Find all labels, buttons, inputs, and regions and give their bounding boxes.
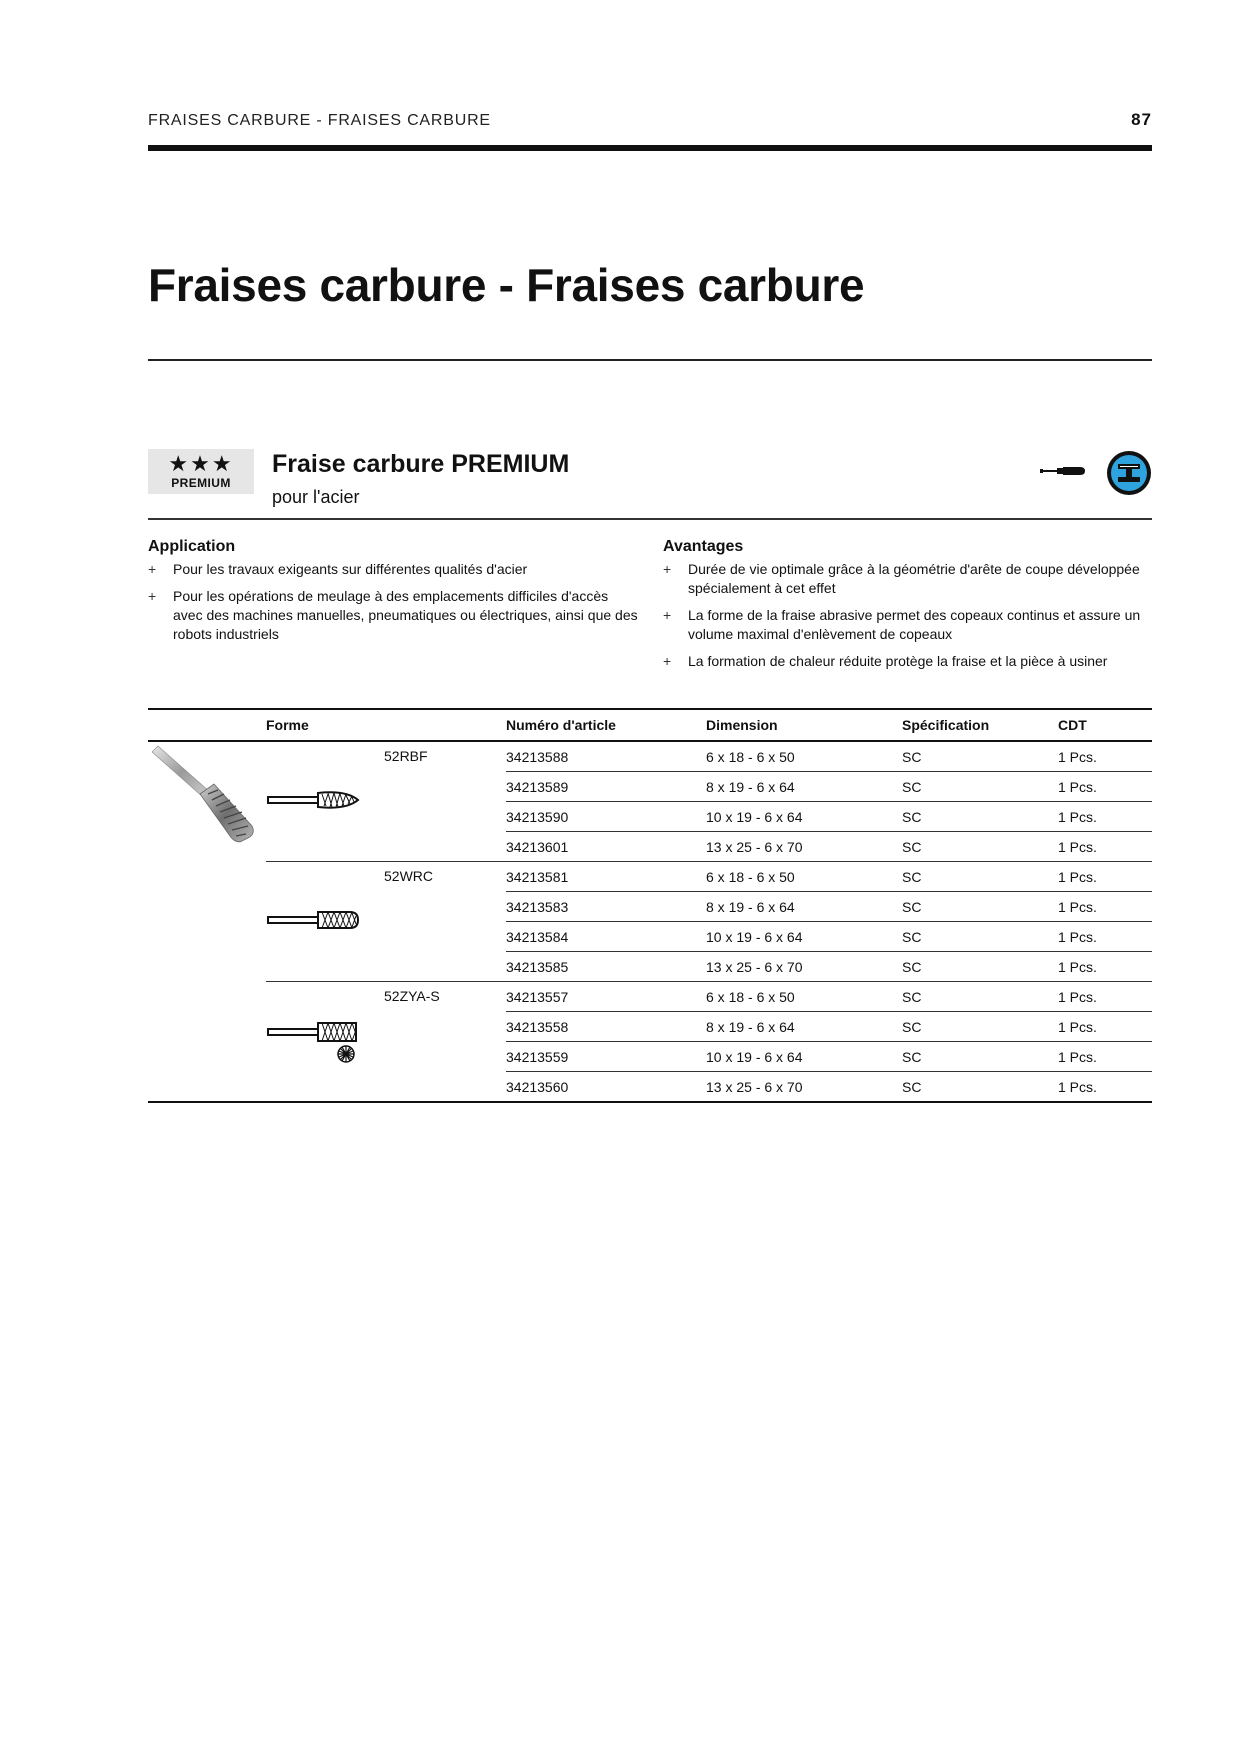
- header-article: Numéro d'article: [506, 709, 706, 741]
- advantages-title: Avantages: [663, 538, 744, 555]
- list-item: [663, 560, 1152, 598]
- dimension: 8 x 19 - 6 x 64: [706, 1012, 902, 1042]
- specification: SC: [902, 862, 1058, 892]
- specification: SC: [902, 982, 1058, 1012]
- list-item: [148, 560, 638, 579]
- application-item: Pour les travaux exigeants sur différentes qualités d'acier: [173, 561, 528, 577]
- cdt: 1 Pcs.: [1058, 892, 1152, 922]
- advantages-list: [663, 560, 1152, 679]
- burr-photo-icon: [148, 742, 260, 854]
- header-specification: Spécification: [902, 709, 1058, 741]
- header-image: [148, 709, 266, 741]
- dimension: 10 x 19 - 6 x 64: [706, 922, 902, 952]
- dimension: 8 x 19 - 6 x 64: [706, 892, 902, 922]
- article-number: 34213581: [506, 862, 706, 892]
- application-title: Application: [148, 538, 236, 555]
- badge-label: PREMIUM: [171, 476, 231, 490]
- cdt: 1 Pcs.: [1058, 1012, 1152, 1042]
- shape-code: 52RBF: [384, 741, 506, 862]
- cdt: 1 Pcs.: [1058, 772, 1152, 802]
- cdt: 1 Pcs.: [1058, 1042, 1152, 1072]
- header-forme: Forme: [266, 709, 384, 741]
- cdt: 1 Pcs.: [1058, 1072, 1152, 1103]
- specification: SC: [902, 952, 1058, 982]
- cdt: 1 Pcs.: [1058, 741, 1152, 772]
- article-number: 34213589: [506, 772, 706, 802]
- shape-code: 52ZYA-S: [384, 982, 506, 1103]
- article-number: 34213584: [506, 922, 706, 952]
- title-rule: [148, 359, 1152, 361]
- plus-icon: +: [148, 561, 157, 577]
- flame-burr-icon: [266, 788, 360, 812]
- application-list: [148, 560, 638, 652]
- header-rule: [148, 145, 1152, 151]
- dimension: 6 x 18 - 6 x 50: [706, 862, 902, 892]
- advantage-item: La formation de chaleur réduite protège la fraise et la pièce à usiner: [688, 653, 1108, 669]
- article-number: 34213585: [506, 952, 706, 982]
- badge-stars: ★★★: [168, 451, 234, 476]
- application-item: Pour les opérations de meulage à des emplacements difficiles d'accès avec des machines manuelles, pneumatiques ou électriques, ainsi que des robots industriels: [173, 588, 638, 642]
- advantage-item: La forme de la fraise abrasive permet des copeaux continus et assure un volume maximal d'enlèvement de copeaux: [688, 607, 1141, 642]
- cdt: 1 Pcs.: [1058, 832, 1152, 862]
- table-row: [148, 741, 1152, 772]
- brand-logo-icon: [1106, 450, 1152, 496]
- specification: SC: [902, 772, 1058, 802]
- specification: SC: [902, 892, 1058, 922]
- shape-code: 52WRC: [384, 862, 506, 982]
- product-subtitle: pour l'acier: [272, 487, 360, 507]
- cdt: 1 Pcs.: [1058, 802, 1152, 832]
- specification: SC: [902, 922, 1058, 952]
- round-end-cylinder-burr-icon: [266, 908, 360, 932]
- product-photo: [148, 741, 266, 1102]
- dimension: 10 x 19 - 6 x 64: [706, 1042, 902, 1072]
- article-number: 34213558: [506, 1012, 706, 1042]
- specification: SC: [902, 1012, 1058, 1042]
- specification: SC: [902, 832, 1058, 862]
- plus-icon: +: [148, 588, 157, 604]
- specification: SC: [902, 1072, 1058, 1103]
- rotary-tool-icon: [1040, 464, 1086, 478]
- header-dimension: Dimension: [706, 709, 902, 741]
- article-number: 34213559: [506, 1042, 706, 1072]
- list-item: [663, 606, 1152, 644]
- cdt: 1 Pcs.: [1058, 982, 1152, 1012]
- list-item: [148, 587, 638, 644]
- specification: SC: [902, 1042, 1058, 1072]
- shape-cell: [266, 862, 384, 982]
- article-number: 34213601: [506, 832, 706, 862]
- header-code: [384, 709, 506, 741]
- product-rule: [148, 518, 1152, 520]
- advantage-item: Durée de vie optimale grâce à la géométrie d'arête de coupe développée spécialement à cet effet: [688, 561, 1140, 596]
- shape-cell: [266, 741, 384, 862]
- specification: SC: [902, 741, 1058, 772]
- list-item: [663, 652, 1152, 671]
- articles-table: [148, 708, 1152, 1103]
- cdt: 1 Pcs.: [1058, 862, 1152, 892]
- dimension: 13 x 25 - 6 x 70: [706, 832, 902, 862]
- page-number: 87: [1131, 110, 1152, 129]
- premium-badge: [148, 449, 254, 494]
- article-number: 34213588: [506, 741, 706, 772]
- article-number: 34213560: [506, 1072, 706, 1103]
- cdt: 1 Pcs.: [1058, 922, 1152, 952]
- cdt: 1 Pcs.: [1058, 952, 1152, 982]
- plus-icon: +: [663, 561, 672, 577]
- table-header-row: [148, 709, 1152, 741]
- shape-cell: [266, 982, 384, 1103]
- dimension: 10 x 19 - 6 x 64: [706, 802, 902, 832]
- article-number: 34213557: [506, 982, 706, 1012]
- cylinder-end-cut-burr-icon: [266, 1016, 360, 1064]
- article-number: 34213583: [506, 892, 706, 922]
- plus-icon: +: [663, 607, 672, 623]
- header-cdt: CDT: [1058, 709, 1152, 741]
- article-number: 34213590: [506, 802, 706, 832]
- page-header: [148, 110, 1152, 150]
- dimension: 13 x 25 - 6 x 70: [706, 952, 902, 982]
- plus-icon: +: [663, 653, 672, 669]
- dimension: 8 x 19 - 6 x 64: [706, 772, 902, 802]
- table-row: [148, 862, 1152, 892]
- dimension: 13 x 25 - 6 x 70: [706, 1072, 902, 1103]
- dimension: 6 x 18 - 6 x 50: [706, 982, 902, 1012]
- dimension: 6 x 18 - 6 x 50: [706, 741, 902, 772]
- table-row: [148, 982, 1152, 1012]
- product-name: Fraise carbure PREMIUM: [272, 450, 570, 478]
- specification: SC: [902, 802, 1058, 832]
- page-title: Fraises carbure - Fraises carbure: [148, 259, 865, 311]
- running-title: FRAISES CARBURE - FRAISES CARBURE: [148, 112, 491, 129]
